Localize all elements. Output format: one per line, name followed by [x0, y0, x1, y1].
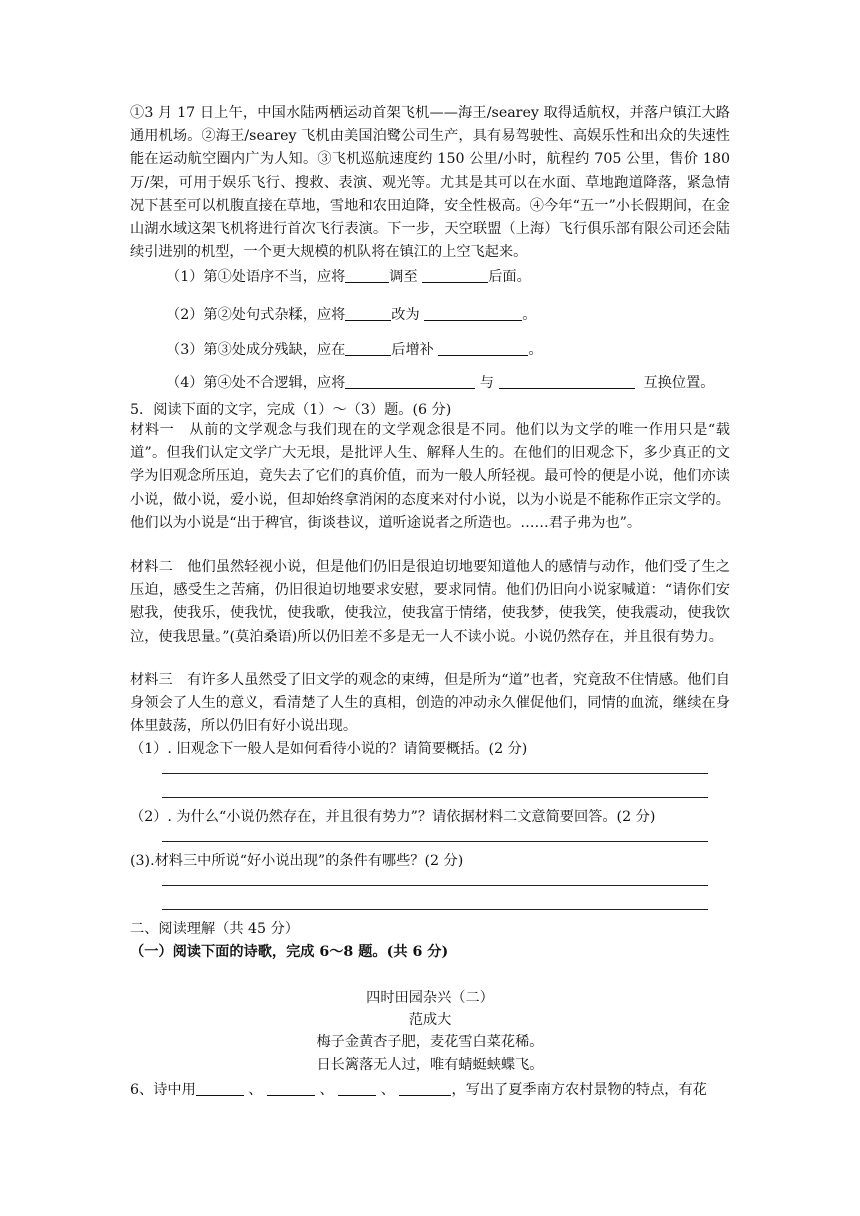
answer-blank[interactable] — [267, 1080, 315, 1096]
q5-question-1: （1）. 旧观念下一般人是如何看待小说的？请简要概括。(2 分) — [130, 741, 528, 757]
poem-author: 范成大 — [408, 1012, 452, 1028]
q4-item-3: （3）第③处成分残缺，应在 后增补 。 — [166, 342, 543, 358]
answer-blank[interactable] — [499, 373, 635, 389]
q4-item-4: （4）第④处不合逻辑，应将 与 互换位置。 — [166, 375, 715, 391]
q5-question-2: （2）. 为什么“小说仍然存在，并且很有势力”？请依据材料二文意简要回答。(2 分) — [130, 809, 656, 825]
answer-blank[interactable] — [345, 267, 389, 283]
answer-line[interactable] — [162, 841, 708, 842]
q4-passage: ①3 月 17 日上午，中国水陆两栖运动首架飞机——海王/searey 取得适航权，并落户镇江大路通用机场。②海王/searey 飞机由美国泊鹭公司生产，具有易驾驶性、高娱乐性和出众的失速性能在运动航空圈内广为人知。③飞机巡航速度约 150 公里/小时，航程约 705 公里，售价 180 万/架，可用于娱乐飞行、搜救、表演、观光等。尤其是其可以在水面、草地跑道降落，紧急情况下甚至可以机腹直接在草地，雪地和农田迫降，安全性极高。④今年“五一”小长假期间，在金山湖水域这架飞机将进行首次飞行表演。下一步，天空联盟（上海）飞行俱乐部有限公司还会陆续引进别的机型，一个更大规模的机队将在镇江的上空飞起来。 — [130, 105, 730, 261]
q5-material-1: 材料一 从前的文学观念与我们现在的文学观念很是不同。他们以为文学的唯一作用只是“载道”。但我们认定文学广大无垠，是批评人生、解释人生的。在他们的旧观念下，多少真正的文学为旧观念所压迫，竟失去了它们的真价值，而为一般人所轻视。最可怜的便是小说，他们亦读小说，做小说，爱小说，但却始终拿消闲的态度来对付小说，以为小说是不能称作正宗文学的。他们以为小说是“出于稗官，街谈巷议，道听途说者之所造也。……君子弗为也”。 — [130, 422, 730, 531]
q5-question-3: (3).材料三中所说“好小说出现”的条件有哪些？(2 分) — [130, 853, 464, 869]
poem-line-1: 梅子金黄杏子肥，麦花雪白菜花稀。 — [316, 1034, 544, 1050]
answer-line[interactable] — [162, 885, 708, 886]
answer-blank[interactable] — [399, 1080, 451, 1096]
answer-blank[interactable] — [345, 340, 391, 356]
q5-material-2: 材料二 他们虽然轻视小说，但是他们仍旧是很迫切地要知道他人的感情与动作，他们受了生之压迫，感受生之苦痛，仍旧很迫切地要求安慰，要求同情。他们仍旧向小说家喊道：“请你们安慰我，使我乐，使我忧，使我歌，使我泣，使我富于情绪，使我梦，使我笑，使我震动，使我饮泣，使我思量。”(莫泊桑语)所以仍旧差不多是无一人不读小说。小说仍然存在，并且很有势力。 — [130, 559, 730, 645]
q6-line: 6、诗中用 、 、 、 ，写出了夏季南方农村景物的特点，有花 — [130, 1082, 707, 1098]
q5-title: 5．阅读下面的文字，完成（1）～（3）题。(6 分) — [130, 402, 452, 418]
q5-material-3: 材料三 有许多人虽然受了旧文学的观念的束缚，但是所为“道”也者，究竟敌不住情感。他们自身领会了人生的意义，看清楚了人生的真相，创造的冲动永久催促他们，同情的血流，继续在身体里鼓荡，所以仍旧有好小说出现。 — [130, 672, 730, 735]
answer-blank[interactable] — [345, 305, 391, 321]
poem-line-2: 日长篱落无人过，唯有蜻蜓蛱蝶飞。 — [316, 1057, 544, 1073]
q4-item-2: （2）第②处句式杂糅，应将 改为 。 — [166, 307, 537, 323]
answer-blank[interactable] — [338, 1080, 376, 1096]
answer-line[interactable] — [162, 909, 708, 910]
subsection-1-title: （一）阅读下面的诗歌，完成 6～8 题。(共 6 分) — [130, 944, 449, 960]
answer-blank[interactable] — [438, 340, 528, 356]
answer-blank[interactable] — [422, 267, 488, 283]
answer-blank[interactable] — [196, 1080, 244, 1096]
q4-item-1: （1）第①处语序不当，应将 调至 后面。 — [166, 269, 531, 285]
answer-blank[interactable] — [345, 373, 475, 389]
section-2-title: 二、阅读理解（共 45 分） — [130, 921, 299, 937]
answer-blank[interactable] — [424, 305, 522, 321]
poem-title: 四时田园杂兴（二） — [366, 990, 494, 1006]
answer-line[interactable] — [162, 773, 708, 774]
answer-line[interactable] — [162, 797, 708, 798]
